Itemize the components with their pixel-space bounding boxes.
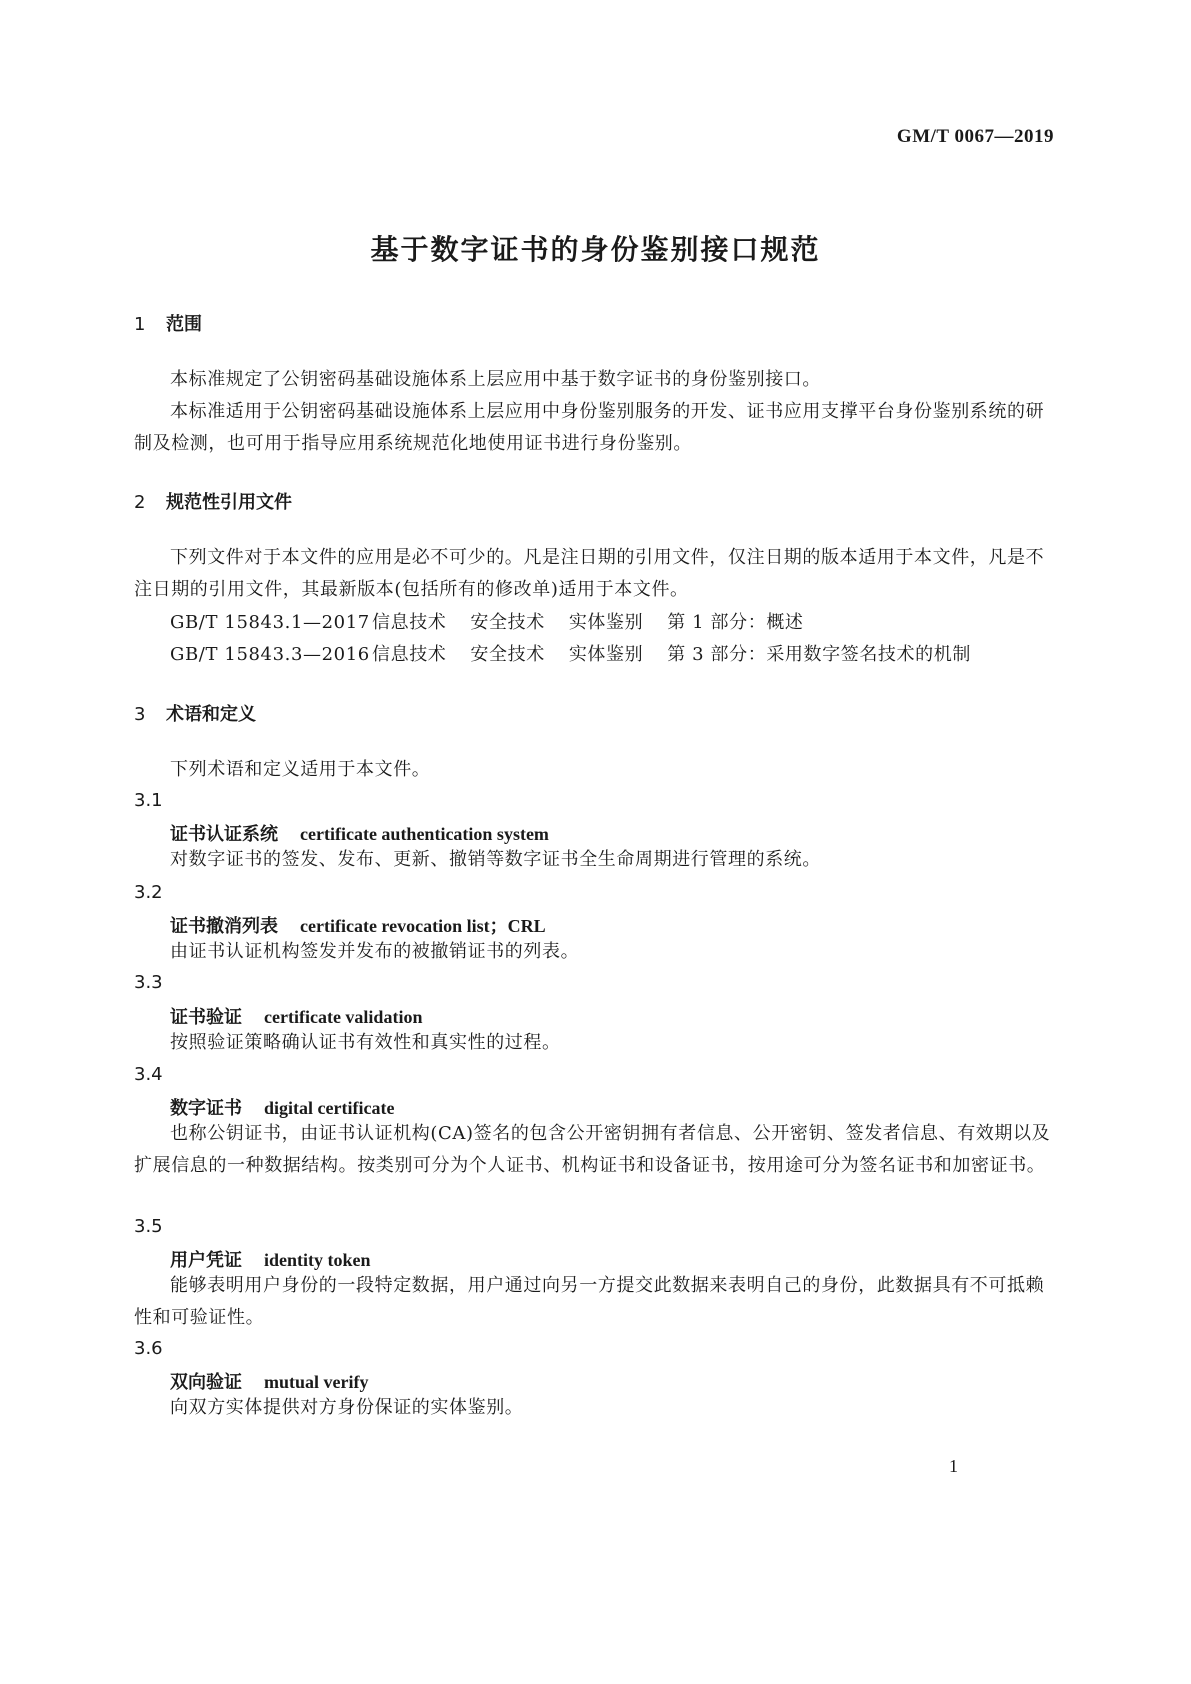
term-name-en: digital certificate bbox=[264, 1098, 395, 1118]
reference-part: 第 3 部分：采用数字签名技术的机制 bbox=[667, 644, 971, 665]
reference-part: 安全技术 bbox=[470, 644, 545, 665]
term-definition: 对数字证书的签发、发布、更新、撤销等数字证书全生命周期进行管理的系统。 bbox=[170, 849, 821, 870]
reference-code: GB/T 15843.1—2017 bbox=[170, 612, 370, 633]
section-1-paragraph-2: 本标准适用于公钥密码基础设施体系上层应用中身份鉴别服务的开发、证书应用支撑平台身份鉴别系统的研制及检测，也可用于指导应用系统规范化地使用证书进行身份鉴别。 bbox=[134, 401, 1045, 454]
reference-part: 实体鉴别 bbox=[568, 644, 644, 665]
term-definition: 也称公钥证书，由证书认证机构(CA)签名的包含公开密钥拥有者信息、公开密钥、签发者信息、有效期以及扩展信息的一种数据结构。按类别可分为个人证书、机构证书和设备证书，按用途可分为签名证书和加密证书。 bbox=[134, 1123, 1051, 1176]
page-number: 1 bbox=[949, 1456, 958, 1476]
term-name bbox=[170, 1094, 394, 1120]
reference-row bbox=[170, 640, 971, 666]
term-name-zh: 证书认证系统 bbox=[170, 824, 278, 845]
section-3-intro: 下列术语和定义适用于本文件。 bbox=[170, 759, 431, 780]
reference-code: GB/T 15843.3—2016 bbox=[170, 644, 370, 665]
term-name-zh: 用户凭证 bbox=[170, 1250, 242, 1271]
section-title: 范围 bbox=[166, 314, 202, 335]
section-number: 3 bbox=[134, 704, 146, 725]
section-number: 2 bbox=[134, 492, 146, 513]
section-1-paragraph-1: 本标准规定了公钥密码基础设施体系上层应用中基于数字证书的身份鉴别接口。 bbox=[170, 369, 821, 390]
document-title: 基于数字证书的身份鉴别接口规范 bbox=[370, 233, 821, 266]
term-number: 3.6 bbox=[134, 1338, 163, 1359]
term-name-zh: 数字证书 bbox=[170, 1098, 242, 1119]
term-definition: 向双方实体提供对方身份保证的实体鉴别。 bbox=[170, 1397, 524, 1418]
reference-part: 信息技术 bbox=[372, 644, 447, 665]
term-number: 3.3 bbox=[134, 972, 163, 993]
term-name-zh: 证书验证 bbox=[170, 1007, 242, 1028]
term-name-zh: 证书撤消列表 bbox=[170, 916, 278, 937]
reference-part: 实体鉴别 bbox=[568, 612, 644, 633]
section-1-heading bbox=[134, 310, 202, 336]
term-number: 3.4 bbox=[134, 1064, 163, 1085]
reference-part: 信息技术 bbox=[372, 612, 447, 633]
term-name bbox=[170, 912, 546, 938]
term-name-en: certificate validation bbox=[264, 1007, 423, 1027]
section-title: 规范性引用文件 bbox=[166, 492, 292, 513]
section-2-paragraph-1: 下列文件对于本文件的应用是必不可少的。凡是注日期的引用文件，仅注日期的版本适用于本文件，凡是不注日期的引用文件，其最新版本(包括所有的修改单)适用于本文件。 bbox=[134, 547, 1045, 600]
term-name-en: identity token bbox=[264, 1250, 371, 1270]
term-definition: 按照验证策略确认证书有效性和真实性的过程。 bbox=[170, 1032, 561, 1053]
term-number: 3.1 bbox=[134, 790, 163, 811]
reference-part: 安全技术 bbox=[470, 612, 545, 633]
term-name bbox=[170, 1368, 368, 1394]
term-name bbox=[170, 1003, 422, 1029]
term-definition: 能够表明用户身份的一段特定数据，用户通过向另一方提交此数据来表明自己的身份，此数据具有不可抵赖性和可验证性。 bbox=[134, 1275, 1045, 1328]
reference-row bbox=[170, 608, 804, 634]
term-name-zh: 双向验证 bbox=[170, 1372, 242, 1393]
term-definition: 由证书认证机构签发并发布的被撤销证书的列表。 bbox=[170, 941, 580, 962]
reference-part: 第 1 部分：概述 bbox=[667, 612, 804, 633]
term-name-en: certificate revocation list；CRL bbox=[300, 916, 546, 936]
section-2-heading bbox=[134, 488, 292, 514]
term-name bbox=[170, 820, 549, 846]
standard-code: GM/T 0067—2019 bbox=[896, 126, 1054, 147]
section-number: 1 bbox=[134, 314, 146, 335]
term-name-en: certificate authentication system bbox=[300, 824, 549, 844]
section-3-heading bbox=[134, 700, 256, 726]
term-number: 3.5 bbox=[134, 1216, 163, 1237]
section-title: 术语和定义 bbox=[166, 704, 256, 725]
term-name-en: mutual verify bbox=[264, 1372, 369, 1392]
term-name bbox=[170, 1246, 371, 1272]
term-number: 3.2 bbox=[134, 882, 163, 903]
